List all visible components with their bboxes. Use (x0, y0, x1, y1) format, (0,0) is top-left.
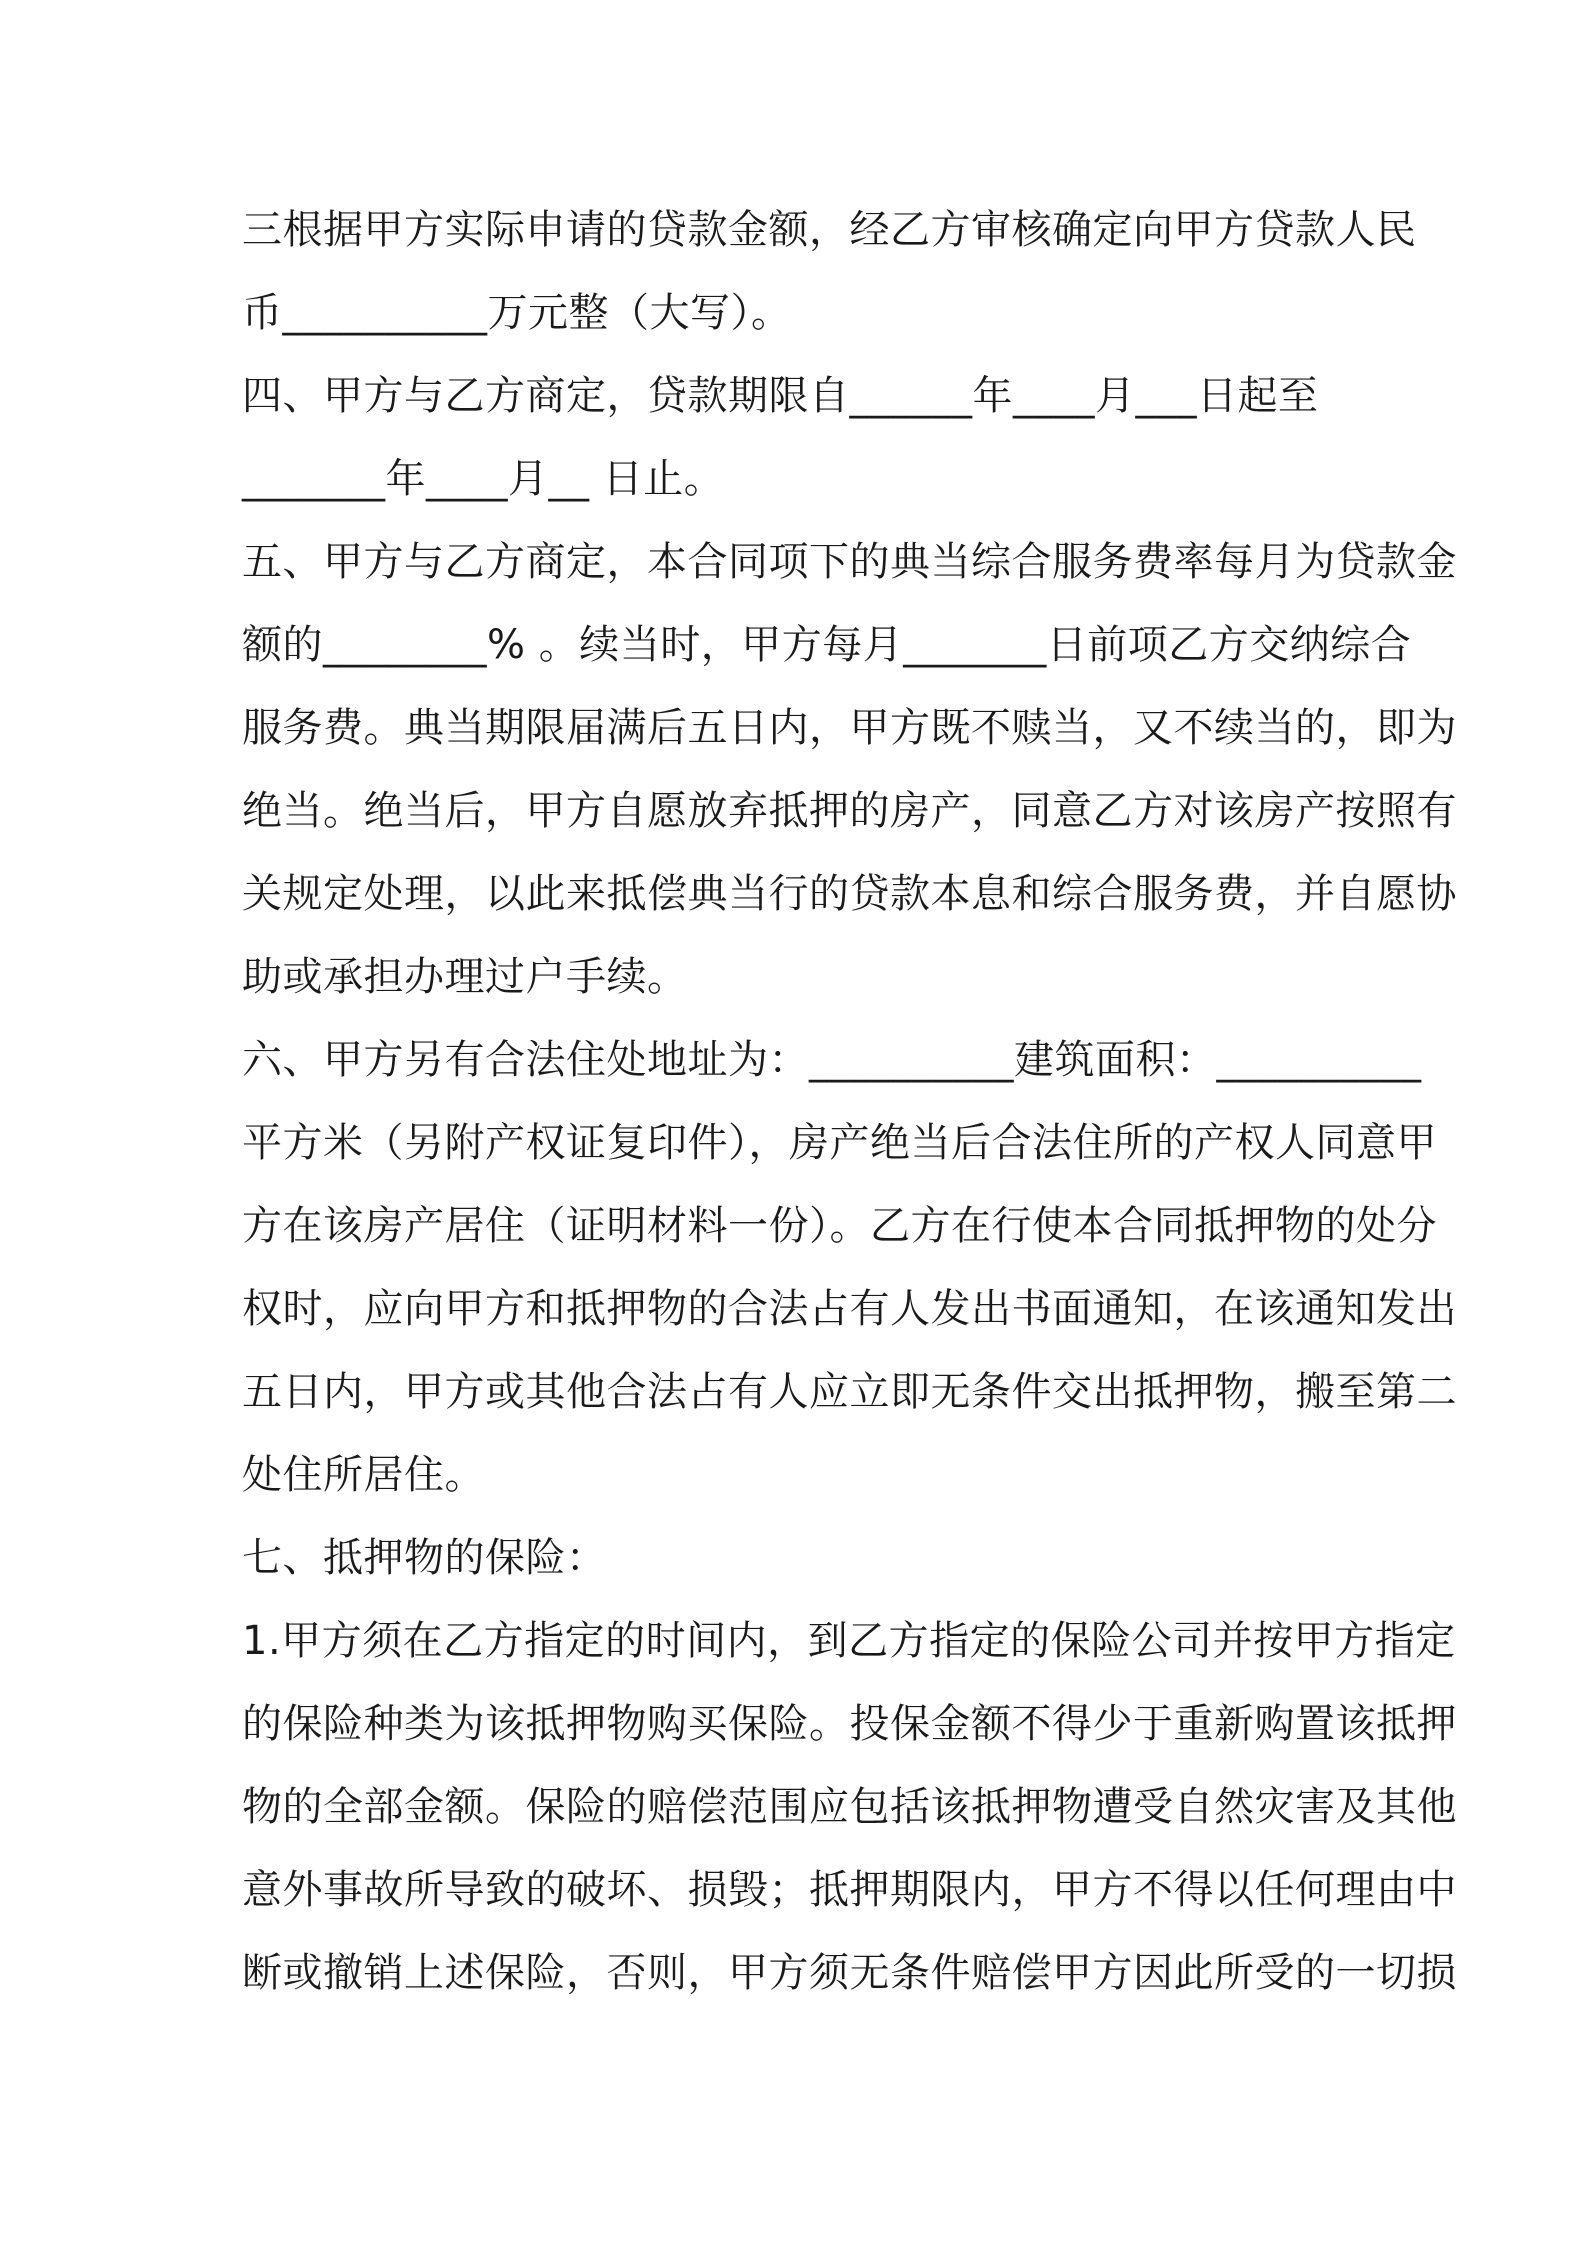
text-line: 权时，应向甲方和抵押物的合法占有人发出书面通知，在该通知发出 (242, 1286, 1457, 1332)
text-line: 处住所居住。 (242, 1452, 485, 1498)
text-line: 四、甲方与乙方商定，贷款期限自______年____月___日起至 (242, 373, 1319, 419)
text-line: 额的________% 。续当时，甲方每月_______日前项乙方交纳综合 (242, 622, 1412, 668)
text-line: 五日内，甲方或其他合法占有人应立即无条件交出抵押物，搬至第二 (242, 1369, 1457, 1415)
text-line: 意外事故所导致的破坏、损毁；抵押期限内，甲方不得以任何理由中 (242, 1867, 1457, 1913)
text-line: 六、甲方另有合法住处地址为：__________建筑面积：__________ (242, 1037, 1422, 1083)
text-line: 物的全部金额。保险的赔偿范围应包括该抵押物遭受自然灾害及其他 (242, 1784, 1457, 1830)
text-line: 五、甲方与乙方商定，本合同项下的典当综合服务费率每月为贷款金 (242, 539, 1457, 585)
text-line: 服务费。典当期限届满后五日内，甲方既不赎当，又不续当的，即为 (242, 705, 1457, 751)
text-line: 币__________万元整（大写）。 (242, 290, 792, 336)
text-line: 三根据甲方实际申请的贷款金额，经乙方审核确定向甲方贷款人民 (242, 207, 1417, 253)
text-line: 助或承担办理过户手续。 (242, 954, 688, 1000)
text-line: 平方米（另附产权证复印件），房产绝当后合法住所的产权人同意甲 (242, 1120, 1437, 1166)
text-line: 的保险种类为该抵押物购买保险。投保金额不得少于重新购置该抵押 (242, 1701, 1457, 1747)
text-line: _______年____月__ 日止。 (242, 456, 725, 502)
text-line: 方在该房产居住（证明材料一份）。乙方在行使本合同抵押物的处分 (242, 1203, 1437, 1249)
text-line: 七、抵押物的保险： (242, 1535, 607, 1581)
text-line: 绝当。绝当后，甲方自愿放弃抵押的房产，同意乙方对该房产按照有 (242, 788, 1457, 834)
text-line: 断或撤销上述保险，否则，甲方须无条件赔偿甲方因此所受的一切损 (242, 1950, 1457, 1996)
text-line: 1.甲方须在乙方指定的时间内，到乙方指定的保险公司并按甲方指定 (242, 1618, 1456, 1664)
text-line: 关规定处理，以此来抵偿典当行的贷款本息和综合服务费，并自愿协 (242, 871, 1457, 917)
